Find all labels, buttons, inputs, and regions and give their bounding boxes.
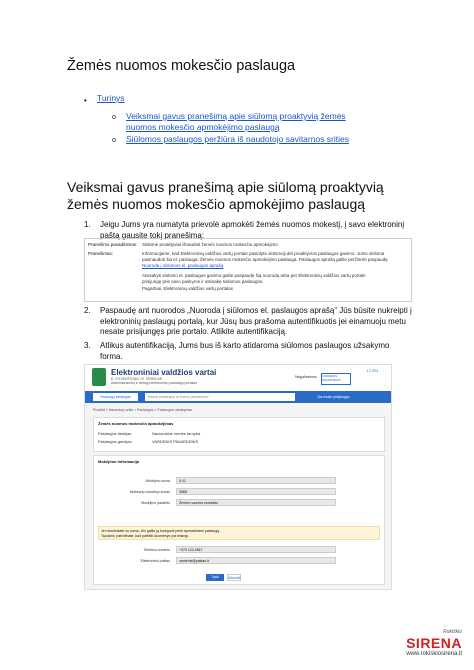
email-subject-label: Pranešimo pavadinimas: [88, 242, 138, 247]
email-body-line1: Informuojame, kad Elektroninių valdžios vartų portale pasiūlyta siūlomoji del proaktyvios paslaugos gavimo. Jums siūloma [142, 251, 385, 256]
portal-brand-sub2: Administracinių ir viešųjų elektroninių paslaugų portalas [111, 381, 197, 385]
portal-service-value: Nacionalinė žemės tarnyba [152, 431, 201, 436]
email-body-line2: pasinaudoti šia el. paslauga: Žemės nuomos mokesčio apmokėjimo paslauga. Paslaugos aprašą galite peržiūrėti paspaudę [142, 257, 388, 262]
field-input[interactable]: 3888 [176, 488, 336, 495]
watermark-tag: Rokiškio [443, 629, 462, 635]
field-label: Mokėjimo paskirtis [141, 501, 170, 505]
step-number: 3. [84, 341, 91, 350]
step-text: Atlikus autentifikaciją, Jums bus iš karto atidaroma siūlomos paslaugos užsakymo forma. [100, 341, 390, 361]
step-number: 2. [84, 306, 91, 315]
portal-language-switch[interactable]: LT EN [367, 368, 378, 373]
watermark-url: www.rokiskiosirena.lt [406, 651, 462, 657]
phone-input[interactable]: +370 123 4567 [176, 546, 336, 553]
portal-brand-sub [111, 377, 221, 385]
toc-link-2[interactable]: Siūlomos paslaugos peržiūra iš naudotojo savitarnos srities [126, 134, 350, 144]
toc-subbullet-1: o [112, 114, 116, 121]
portal-header [85, 365, 391, 391]
portal-recipient-label: Paslaugos gavėjas [98, 439, 132, 444]
portal-brand: Elektroniniai valdžios vartai [111, 368, 217, 377]
email-input[interactable]: vardenis@pastas.lt [176, 557, 336, 564]
step-text: Jeigu Jums yra numatyta prievolė apmokėti žemės nuomos mokestį, į savo elektroninį paštą gausite tokį pranešimą: [100, 220, 405, 240]
field-label: Elektroninis paštas [140, 559, 170, 563]
email-body-line4: prisijungę prie savo paskyros ir atsisakę siūlomos paslaugos. [142, 279, 264, 284]
email-subject-value: Siūlome proaktyviai išnaudoti žemės nuomos mokesčio apmokėjimo [142, 242, 278, 247]
portal-nav-bar [85, 391, 391, 403]
portal-user-button[interactable]: VARDENIS PAVARDENIS [321, 373, 351, 385]
field-label: Telefono numeris [143, 548, 170, 552]
email-body-line3: Atsisakyti siūlomo el. paslaugos gavimo galite paspaudę šią nuorodą arba per Elektroninių valdžios vartų portale [142, 273, 366, 278]
portal-breadcrumb: Pradžia > Naudotojo sritis > Paslaugos > Paslaugos užsakymas [93, 408, 193, 412]
portal-accessibility-link[interactable]: Neįgaliesiems [295, 375, 317, 379]
field-input[interactable]: 5.01 [176, 477, 336, 484]
portal-service-label: Paslaugos tiekėjas [98, 431, 132, 436]
email-body-link[interactable]: Nuoroda į siūlomos el. paslaugos aprašą [142, 263, 224, 268]
step-2 [84, 306, 414, 338]
step-3 [84, 341, 414, 362]
portal-form-section: Mokėjimo informacija [98, 459, 139, 464]
watermark-brand: SIRENA [406, 635, 462, 651]
portal-logo-icon [92, 368, 106, 386]
field-label: Mokėjimo suma [145, 479, 170, 483]
note-line2: Tęsdami, patvirtinate, kad pateikti duomenys yra teisingi. [101, 533, 189, 538]
portal-login-status: Jūs esate prisijungęs [317, 395, 350, 399]
portal-catalog-button[interactable]: Paslaugų katalogas [93, 393, 138, 401]
cancel-button[interactable]: Atšaukti [228, 576, 241, 580]
email-sign: Pagarbiai, Elektroninių valdžios vartų portalas [142, 286, 234, 291]
toc-subbullet-2: o [112, 137, 116, 144]
note-line1: Jei nesutinkate su suma, Jūs galite ją koreguoti prieš apmokėdami paslaugą. [101, 529, 221, 533]
portal-info-note [98, 526, 380, 540]
email-example [84, 238, 412, 302]
portal-service-box [93, 417, 385, 452]
toc-link-1[interactable]: Veiksmai gavus pranešimą apie siūlomą proaktyvią žemės nuomos mokesčio apmokėjimo paslaugą [126, 111, 346, 132]
field-input[interactable]: Žemės nuomos mokestis [176, 499, 336, 506]
toc-bullet: • [84, 96, 87, 105]
continue-button[interactable]: Tęsti [206, 574, 224, 581]
page-title: Žemės nuomos mokesčio paslauga [67, 58, 296, 74]
step-number: 1. [84, 220, 91, 229]
portal-screenshot [84, 364, 392, 590]
field-label: Mokesčių mokėtojo kodas [129, 490, 170, 494]
section-heading: Veiksmai gavus pranešimą apie siūlomą proaktyvią žemės nuomos mokesčio apmokėjimo paslaugą [67, 179, 384, 212]
portal-recipient-value: VARDENIS PAVARDENIS [152, 439, 199, 444]
toc-link-top[interactable]: Turinys [97, 93, 125, 103]
portal-search-input[interactable]: Ieškoti paslaugos ar temos pavadinimo [145, 393, 295, 401]
portal-service-title: Žemės nuomos mokesčio apmokėjimas [98, 421, 174, 426]
step-text: Paspaudę ant nuorodos „Nuoroda į siūlomos el. paslaugos aprašą“ Jūs būsite nukreipti į elektroninių paslaugų portalą, kur Jūsų bus prašoma autentifikuotis jei einamuoju metu nesate prisijungęs prie portalo. Atlikite autentifikaciją. [100, 306, 412, 336]
portal-brand-sub1: E. GYVENTOJAS / E. VERSLAS [111, 377, 163, 381]
email-body-label: Pranešimas: [88, 251, 114, 256]
watermark [406, 629, 462, 657]
portal-order-form [93, 455, 385, 585]
